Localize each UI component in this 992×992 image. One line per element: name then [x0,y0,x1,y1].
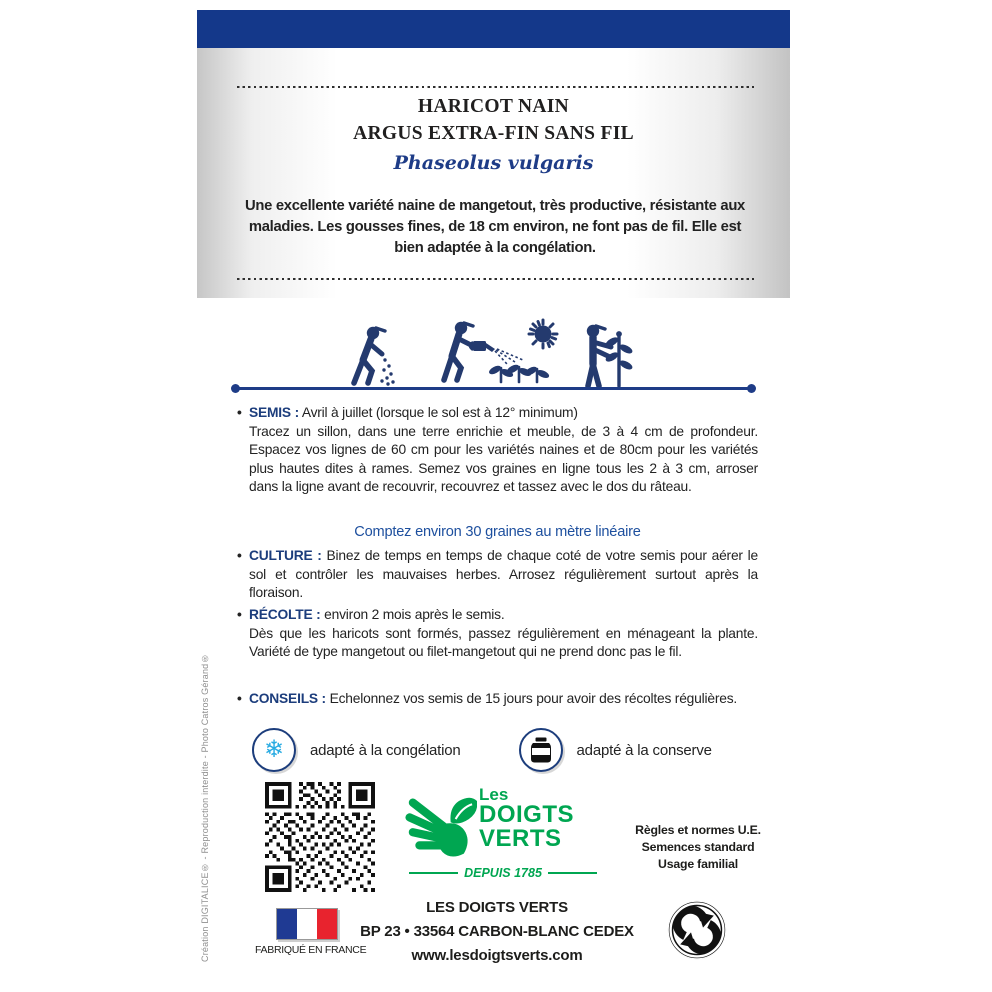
qr-code [265,782,375,892]
tending-figure-icon [573,322,637,395]
company-name: LES DOIGTS VERTS [426,899,568,916]
product-title-line1: HARICOT NAIN [417,96,570,117]
snowflake-icon: ❄ [263,736,285,763]
green-dot-recycling-icon [667,900,727,960]
brand-verts: VERTS [479,825,562,852]
french-flag-icon [276,908,338,940]
culture-body: Binez de temps en temps de chaque coté de votre semis pour aérer le sol et contrôler les mauvaises herbes. Arrosez régulièrement surtout après la floraison. [249,548,758,601]
conseils-heading: CONSEILS : [249,691,326,706]
recolte-body: Dès que les haricots sont formés, passez régulièrement en ménageant la plante. Variété de type mangetout ou filet-mangetout qui ne prend donc pas le fil. [249,625,758,660]
brand-les: Les [479,785,509,804]
section-recolte [237,606,758,662]
top-blue-band [197,10,790,48]
section-semis [237,404,758,497]
company-address-block [347,896,647,968]
label-area [197,10,790,975]
hand-leaf-icon [403,786,477,862]
company-address: BP 23 • 33564 CARBON-BLANC CEDEX [360,923,634,940]
print-credit-side-note: Création DIGITALICE® - Reproduction interdite - Photo Catros Gérand® [200,653,210,962]
section-culture [237,547,758,603]
jar-icon [530,737,552,763]
brand-logo [403,786,603,880]
botanical-name: Phaseolus vulgaris [393,152,594,174]
brand-depuis: DEPUIS 1785 [403,866,603,880]
made-in-label: FABRIQUÉ EN FRANCE [255,944,367,956]
semis-heading: SEMIS : [249,405,299,420]
recolte-intro: environ 2 mois après le semis. [320,607,505,622]
dotted-separator-bottom [237,278,754,280]
preserve-badge [519,728,563,772]
dotted-separator-top [237,86,754,88]
seed-density-note: Comptez environ 30 graines au mètre linéaire [354,524,641,540]
freeze-label: adapté à la congélation [310,741,461,759]
conseils-body: Echelonnez vos semis de 15 jours pour avoir des récoltes régulières. [325,691,738,706]
product-title-line2: ARGUS EXTRA-FIN SANS FIL [353,123,634,144]
recolte-heading: RÉCOLTE : [249,607,321,622]
compliance-line-1: Règles et normes U.E. [635,823,761,837]
brand-doigts: DOIGTS [479,801,575,828]
sowing-figure-icon [347,324,403,395]
culture-heading: CULTURE : [249,548,322,563]
made-in-france [255,908,367,956]
compliance-block [635,822,761,873]
preserve-label: adapté à la conserve [576,741,712,759]
compliance-line-2: Semences standard [641,840,755,854]
semis-intro: Avril à juillet (lorsque le sol est à 12° minimum) [298,405,578,420]
compliance-line-3: Usage familial [658,857,738,871]
company-website: www.lesdoigtsverts.com [411,947,583,964]
sun-icon [529,320,557,348]
variety-description: Une excellente variété naine de mangetout, très productive, résistante aux maladies. Les gousses fines, de 18 cm environ, ne font pas de fil. Elle est bien adaptée à la congélation. [245,198,745,256]
section-conseils [237,690,758,709]
ground-rule-line [235,387,752,390]
freeze-badge [252,728,296,772]
watering-figure-with-sun-icon [439,318,571,395]
suitability-badges [252,728,712,772]
watering-can-icon [470,341,495,352]
semis-body: Tracez un sillon, dans une terre enrichie et meuble, de 3 à 4 cm de profondeur. Espacez vos lignes de 60 cm pour les variétés naines et de 80cm pour les variétés plus hautes dites à rames. Semez vos graines en ligne tous les 2 à 3 cm, arroser dans la ligne avant de recouvrir, recouvrez et tassez avec le dos du râteau. [249,423,758,495]
